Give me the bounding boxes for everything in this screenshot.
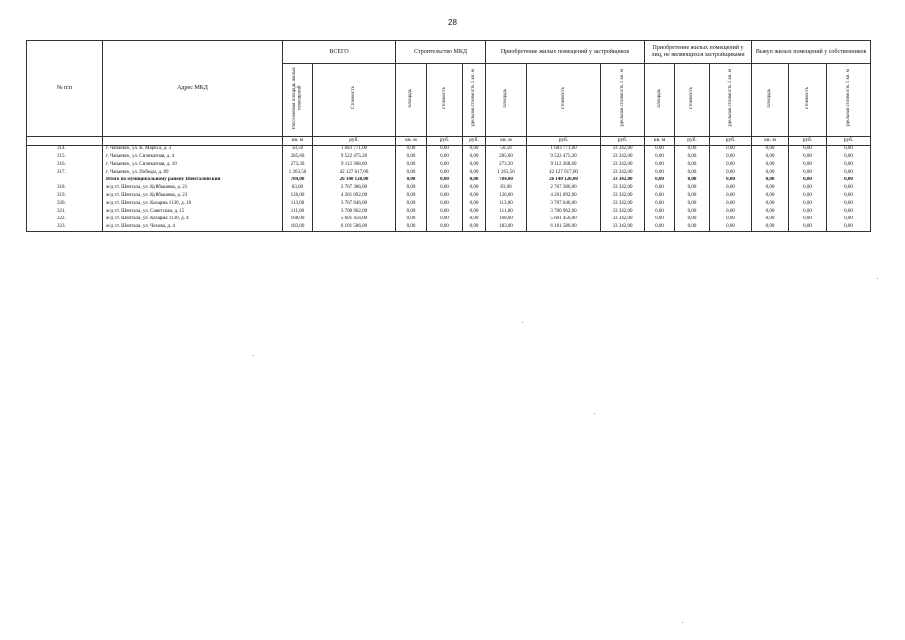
row-value: 168,00 <box>283 216 313 224</box>
row-value: 0,00 <box>675 200 710 208</box>
row-value: 0,00 <box>752 145 789 153</box>
row-value: 0,00 <box>710 223 752 231</box>
row-value: 33 342,00 <box>601 200 645 208</box>
row-value: 0,00 <box>675 161 710 169</box>
subheader-dev-unit: удельная стоимость 1 кв. м <box>619 69 625 127</box>
row-value: 9 522 475,20 <box>527 153 601 161</box>
units-row <box>27 136 871 145</box>
subheader-build-unit: удельная стоимость 1 кв. м <box>471 69 477 127</box>
row-value: 3 767 646,00 <box>313 200 396 208</box>
row-value: 0,00 <box>645 169 675 177</box>
scan-speck <box>877 278 878 279</box>
row-value: 0,00 <box>463 153 486 161</box>
row-value: 0,00 <box>645 192 675 200</box>
row-value: 0,00 <box>752 192 789 200</box>
row-value: 183,00 <box>283 223 313 231</box>
row-value: 0,00 <box>752 216 789 224</box>
row-value: 0,00 <box>827 223 871 231</box>
row-value: 0,00 <box>789 145 827 153</box>
row-value: 0,00 <box>427 177 463 185</box>
header-group-non-developers: Приобретение жилых помещений у лиц, не являющихся застройщиками <box>645 41 752 64</box>
row-value: 0,00 <box>752 177 789 185</box>
row-value: 183,00 <box>486 223 527 231</box>
row-value: 0,00 <box>427 161 463 169</box>
row-value: 50,50 <box>486 145 527 153</box>
row-value: 0,00 <box>710 169 752 177</box>
row-value: 0,00 <box>427 184 463 192</box>
table-row <box>27 169 871 177</box>
row-value: 0,00 <box>710 145 752 153</box>
header-group-build: Строительство МКД <box>396 41 486 64</box>
row-value: 0,00 <box>752 161 789 169</box>
row-value: 784,00 <box>486 177 527 185</box>
unit-cell: руб. <box>427 136 463 145</box>
row-value: 0,00 <box>463 161 486 169</box>
row-number <box>27 177 103 185</box>
row-value: 0,00 <box>827 177 871 185</box>
row-value: 0,00 <box>675 223 710 231</box>
row-value: 0,00 <box>789 169 827 177</box>
row-value: 26 140 128,00 <box>313 177 396 185</box>
row-value: 42 127 617,00 <box>527 169 601 177</box>
header-address: Адрес МКД <box>103 41 283 137</box>
row-value: 0,00 <box>789 177 827 185</box>
row-value: 0,00 <box>427 145 463 153</box>
table-row <box>27 200 871 208</box>
row-value: 0,00 <box>396 223 427 231</box>
subheader-dev-cost: стоимость <box>560 87 566 109</box>
unit-cell: кв. м <box>752 136 789 145</box>
subheader-nondev-cost: стоимость <box>689 87 695 109</box>
row-value: 126,00 <box>283 192 313 200</box>
row-value: 33 342,00 <box>601 208 645 216</box>
row-value: 0,00 <box>645 216 675 224</box>
subheader-total-area: Расселяемая площадь жилых помещений <box>292 67 303 129</box>
subheader-nondev-area: площадь <box>656 88 662 108</box>
row-address: ж/д ст. Шентала, ул. Куйбышева, д. 23 <box>103 192 283 200</box>
subheader-build-area: площадь <box>408 88 414 108</box>
unit-cell: руб. <box>527 136 601 145</box>
row-value: 6 101 586,00 <box>313 223 396 231</box>
row-number: 320. <box>27 200 103 208</box>
unit-cell: руб. <box>827 136 871 145</box>
row-address: ж/д ст. Шентала, ул. Казарма 1130, д. 10 <box>103 200 283 208</box>
row-value: 285,60 <box>486 153 527 161</box>
row-value: 33 342,00 <box>601 145 645 153</box>
row-value: 1 263,50 <box>283 169 313 177</box>
header-num: № п/п <box>27 41 103 137</box>
row-value: 0,00 <box>789 216 827 224</box>
row-value: 9 112 368,60 <box>313 161 396 169</box>
row-value: 0,00 <box>675 153 710 161</box>
row-value: 126,00 <box>486 192 527 200</box>
row-value: 33 342,00 <box>601 184 645 192</box>
row-value: 0,00 <box>710 177 752 185</box>
row-address: ж/д ст. Шентала, ул. Чехова, д. 4 <box>103 223 283 231</box>
row-value: 0,00 <box>710 208 752 216</box>
row-value: 0,00 <box>645 161 675 169</box>
row-value: 113,00 <box>486 200 527 208</box>
row-value: 0,00 <box>396 161 427 169</box>
subheader-buy-area: площадь <box>767 88 773 108</box>
row-value: 0,00 <box>752 169 789 177</box>
row-value: 0,00 <box>675 216 710 224</box>
row-value: 0,00 <box>463 216 486 224</box>
row-value: 0,00 <box>427 223 463 231</box>
row-number: 323. <box>27 223 103 231</box>
row-value: 83,00 <box>486 184 527 192</box>
table-body <box>27 145 871 232</box>
row-value: 0,00 <box>789 208 827 216</box>
subheader-dev-area: площадь <box>503 88 509 108</box>
row-value: 0,00 <box>710 200 752 208</box>
row-value: 33 342,00 <box>601 216 645 224</box>
row-value: 0,00 <box>396 177 427 185</box>
row-value: 0,00 <box>645 177 675 185</box>
row-value: 6 101 586,00 <box>527 223 601 231</box>
row-value: 0,00 <box>463 192 486 200</box>
row-value: 784,00 <box>283 177 313 185</box>
unit-cell: кв. м <box>486 136 527 145</box>
row-value: 33 342,00 <box>601 192 645 200</box>
row-value: 0,00 <box>827 200 871 208</box>
row-number: 318. <box>27 184 103 192</box>
row-value: 0,00 <box>752 208 789 216</box>
row-value: 273,30 <box>283 161 313 169</box>
row-address: г. Чапаевск, ул. Силикатная, д. 10 <box>103 161 283 169</box>
unit-cell: кв. м <box>645 136 675 145</box>
row-value: 0,00 <box>427 153 463 161</box>
row-value: 0,00 <box>752 200 789 208</box>
row-value: 0,00 <box>396 184 427 192</box>
row-value: 0,00 <box>710 192 752 200</box>
unit-cell: кв. м <box>283 136 313 145</box>
row-value: 0,00 <box>463 184 486 192</box>
row-value: 0,00 <box>710 216 752 224</box>
row-value: 1 683 771,00 <box>313 145 396 153</box>
row-value: 33 342,00 <box>601 161 645 169</box>
row-value: 0,00 <box>675 177 710 185</box>
table-row <box>27 216 871 224</box>
subheader-buy-unit: удельная стоимость 1 кв. м <box>845 69 851 127</box>
row-value: 0,00 <box>710 184 752 192</box>
unit-cell: руб. <box>710 136 752 145</box>
table-row <box>27 184 871 192</box>
row-value: 0,00 <box>752 223 789 231</box>
row-value: 0,00 <box>827 169 871 177</box>
row-value: 0,00 <box>827 145 871 153</box>
table-row <box>27 145 871 153</box>
row-value: 0,00 <box>789 153 827 161</box>
row-value: 0,00 <box>827 153 871 161</box>
row-value: 0,00 <box>752 153 789 161</box>
row-value: 33 342,00 <box>601 223 645 231</box>
unit-cell: руб. <box>789 136 827 145</box>
scan-speck <box>594 413 595 414</box>
row-value: 0,00 <box>427 216 463 224</box>
scan-speck <box>522 322 523 323</box>
row-value: 0,00 <box>396 169 427 177</box>
row-value: 83,00 <box>283 184 313 192</box>
row-number: 316. <box>27 161 103 169</box>
row-value: 5 601 456,00 <box>527 216 601 224</box>
row-value: 0,00 <box>827 161 871 169</box>
row-value: 0,00 <box>645 145 675 153</box>
scan-speck <box>682 622 683 623</box>
row-address: Итого по муниципальному району Шенталинский <box>103 177 283 185</box>
row-value: 111,00 <box>486 208 527 216</box>
row-value: 113,00 <box>283 200 313 208</box>
table-row <box>27 208 871 216</box>
unit-cell: руб. <box>463 136 486 145</box>
row-value: 0,00 <box>675 145 710 153</box>
row-value: 2 767 386,00 <box>527 184 601 192</box>
row-value: 0,00 <box>396 192 427 200</box>
row-value: 168,00 <box>486 216 527 224</box>
row-number: 322. <box>27 216 103 224</box>
row-value: 0,00 <box>396 200 427 208</box>
row-value: 33 342,00 <box>601 169 645 177</box>
page-number: 28 <box>448 18 457 27</box>
row-value: 4 201 092,00 <box>527 192 601 200</box>
header-group-total: ВСЕГО <box>283 41 396 64</box>
unit-cell: руб. <box>313 136 396 145</box>
row-number: 314. <box>27 145 103 153</box>
row-value: 0,00 <box>645 184 675 192</box>
row-value: 0,00 <box>645 200 675 208</box>
row-value: 0,00 <box>827 184 871 192</box>
row-address: г. Чапаевск, ул. Победы, д. 89 <box>103 169 283 177</box>
row-value: 2 767 386,00 <box>313 184 396 192</box>
row-value: 1 263,50 <box>486 169 527 177</box>
table-row <box>27 161 871 169</box>
row-value: 50,50 <box>283 145 313 153</box>
row-address: ж/д ст. Шентала, ул. Казарма 1130, д. 4 <box>103 216 283 224</box>
row-value: 0,00 <box>675 169 710 177</box>
row-value: 0,00 <box>463 223 486 231</box>
scan-speck <box>253 355 254 356</box>
row-value: 0,00 <box>463 208 486 216</box>
row-value: 4 201 092,00 <box>313 192 396 200</box>
housing-register-table <box>26 40 871 232</box>
row-value: 111,00 <box>283 208 313 216</box>
row-value: 0,00 <box>789 192 827 200</box>
row-value: 42 127 617,00 <box>313 169 396 177</box>
subheader-buy-cost: стоимость <box>804 87 810 109</box>
row-value: 0,00 <box>463 145 486 153</box>
row-value: 0,00 <box>827 216 871 224</box>
row-value: 0,00 <box>789 223 827 231</box>
row-value: 3 700 962,00 <box>527 208 601 216</box>
row-value: 0,00 <box>789 161 827 169</box>
row-address: ж/д ст. Шентала, ул. Куйбышева, д. 21 <box>103 184 283 192</box>
subheader-total-cost: Стоимость <box>351 86 357 110</box>
row-value: 0,00 <box>789 184 827 192</box>
row-value: 0,00 <box>463 169 486 177</box>
row-value: 9 522 475,20 <box>313 153 396 161</box>
row-value: 0,00 <box>427 192 463 200</box>
row-address: ж/д ст. Шентала, ул. Советская, д. 15 <box>103 208 283 216</box>
row-value: 0,00 <box>463 200 486 208</box>
table-row <box>27 153 871 161</box>
row-number: 319. <box>27 192 103 200</box>
subheader-build-cost: стоимость <box>441 87 447 109</box>
row-address: г. Чапаевск, ул. Силикатная, д. 4 <box>103 153 283 161</box>
unit-cell: руб. <box>601 136 645 145</box>
row-value: 0,00 <box>396 145 427 153</box>
row-value: 9 112 368,60 <box>527 161 601 169</box>
row-value: 0,00 <box>396 208 427 216</box>
row-number: 317. <box>27 169 103 177</box>
row-value: 0,00 <box>752 184 789 192</box>
row-value: 285,60 <box>283 153 313 161</box>
row-value: 0,00 <box>396 153 427 161</box>
row-number: 315. <box>27 153 103 161</box>
row-value: 0,00 <box>789 200 827 208</box>
row-value: 0,00 <box>396 216 427 224</box>
subtotal-row <box>27 177 871 185</box>
row-value: 0,00 <box>645 153 675 161</box>
row-value: 0,00 <box>463 177 486 185</box>
row-value: 3 767 646,00 <box>527 200 601 208</box>
row-value: 1 683 771,00 <box>527 145 601 153</box>
row-value: 0,00 <box>427 208 463 216</box>
row-value: 33 342,00 <box>601 177 645 185</box>
row-value: 5 601 456,00 <box>313 216 396 224</box>
row-value: 0,00 <box>675 184 710 192</box>
row-value: 273,30 <box>486 161 527 169</box>
unit-cell: руб. <box>675 136 710 145</box>
row-value: 26 140 128,00 <box>527 177 601 185</box>
row-value: 0,00 <box>710 161 752 169</box>
row-value: 0,00 <box>675 208 710 216</box>
row-value: 0,00 <box>427 200 463 208</box>
row-address: г. Чапаевск, ул. К. Маркса, д. 3 <box>103 145 283 153</box>
table-row <box>27 223 871 231</box>
row-value: 33 342,00 <box>601 153 645 161</box>
row-value: 0,00 <box>645 208 675 216</box>
subheader-nondev-unit: удельная стоимость 1 кв. м <box>727 69 733 127</box>
unit-cell: кв. м <box>396 136 427 145</box>
header-group-buyout: Выкуп жилых помещений у собственников <box>752 41 871 64</box>
row-value: 3 700 962,00 <box>313 208 396 216</box>
header-group-developers: Приобретение жилых помещений у застройщиков <box>486 41 645 64</box>
table-header <box>27 41 871 146</box>
row-number: 321. <box>27 208 103 216</box>
row-value: 0,00 <box>710 153 752 161</box>
row-value: 0,00 <box>675 192 710 200</box>
row-value: 0,00 <box>827 192 871 200</box>
row-value: 0,00 <box>427 169 463 177</box>
row-value: 0,00 <box>645 223 675 231</box>
table-row <box>27 192 871 200</box>
row-value: 0,00 <box>827 208 871 216</box>
